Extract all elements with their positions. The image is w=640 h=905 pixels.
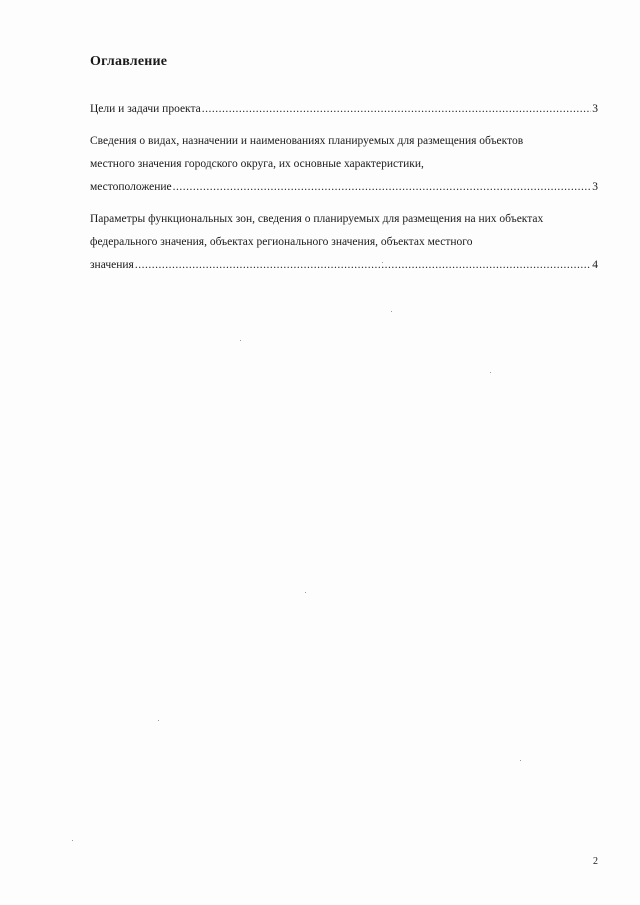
toc-entry-last-line — [90, 98, 598, 121]
toc-entry-last-line — [90, 176, 598, 199]
toc-heading: Оглавление — [90, 54, 168, 69]
toc-entry-functional-zones[interactable] — [90, 208, 598, 277]
toc-entry-page: 3 — [592, 103, 598, 115]
toc-entry-text: значения — [90, 259, 134, 271]
toc-entry-last-line — [90, 254, 598, 277]
scan-speck — [382, 262, 383, 263]
scan-speck — [391, 311, 392, 312]
scan-speck — [305, 592, 306, 593]
toc-entry-page: 4 — [592, 259, 598, 271]
toc-entry-goals[interactable] — [90, 98, 598, 121]
toc-entry-line: федерального значения, объектах регионального значения, объектах местного — [90, 236, 473, 248]
toc-entry-text: Цели и задачи проекта — [90, 103, 201, 115]
toc-entry-local-objects[interactable] — [90, 130, 598, 199]
table-of-contents — [90, 98, 598, 286]
scan-speck — [520, 760, 521, 761]
dot-leader — [173, 176, 592, 199]
toc-entry-page: 3 — [592, 181, 598, 193]
toc-entry-line: местного значения городского округа, их основные характеристики, — [90, 158, 424, 170]
page-number: 2 — [593, 856, 598, 867]
toc-entry-line: Сведения о видах, назначении и наименованиях планируемых для размещения объектов — [90, 135, 524, 147]
toc-entry-line: Параметры функциональных зон, сведения о планируемых для размещения на них объектах — [90, 213, 544, 225]
scan-speck — [490, 372, 491, 373]
dot-leader — [135, 254, 591, 277]
toc-entry-text: местоположение — [90, 181, 172, 193]
scan-speck — [240, 340, 241, 341]
scan-speck — [72, 840, 73, 841]
dot-leader — [202, 98, 591, 121]
scan-speck — [158, 720, 159, 721]
